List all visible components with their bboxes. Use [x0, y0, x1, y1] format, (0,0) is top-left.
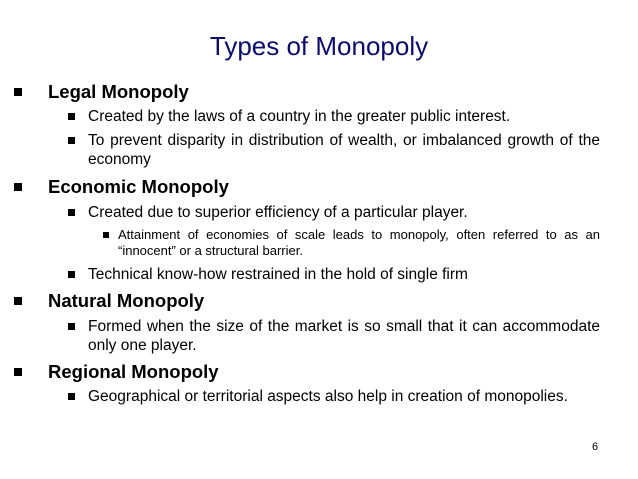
- square-bullet-icon: [68, 209, 75, 216]
- point-text: Formed when the size of the market is so small that it can accommodate only one player.: [88, 318, 600, 354]
- section-heading: Natural Monopoly: [48, 290, 205, 311]
- square-bullet-icon: [103, 232, 109, 238]
- point-text: Geographical or territorial aspects also help in creation of monopolies.: [88, 388, 568, 405]
- section-heading: Economic Monopoly: [48, 176, 229, 197]
- square-bullet-icon: [68, 137, 75, 144]
- square-bullet-icon: [14, 368, 22, 376]
- point-text: Created due to superior efficiency of a particular player.: [88, 204, 468, 221]
- slide-title: Types of Monopoly: [209, 31, 429, 61]
- square-bullet-icon: [14, 88, 22, 96]
- section-heading: Regional Monopoly: [48, 361, 219, 382]
- point-text: To prevent disparity in distribution of wealth, or imbalanced growth of the economy: [88, 132, 600, 168]
- point-text: Technical know-how restrained in the hold of single firm: [88, 266, 468, 283]
- square-bullet-icon: [68, 323, 75, 330]
- square-bullet-icon: [14, 183, 22, 191]
- subpoint-text: Attainment of economies of scale leads to monopoly, often referred to as an “innocent” or a structural barrier.: [118, 227, 600, 258]
- square-bullet-icon: [14, 297, 22, 305]
- point-text: Created by the laws of a country in the greater public interest.: [88, 108, 511, 125]
- square-bullet-icon: [68, 271, 75, 278]
- square-bullet-icon: [68, 113, 75, 120]
- square-bullet-icon: [68, 393, 75, 400]
- section-heading: Legal Monopoly: [48, 81, 189, 102]
- page-number: 6: [592, 441, 599, 453]
